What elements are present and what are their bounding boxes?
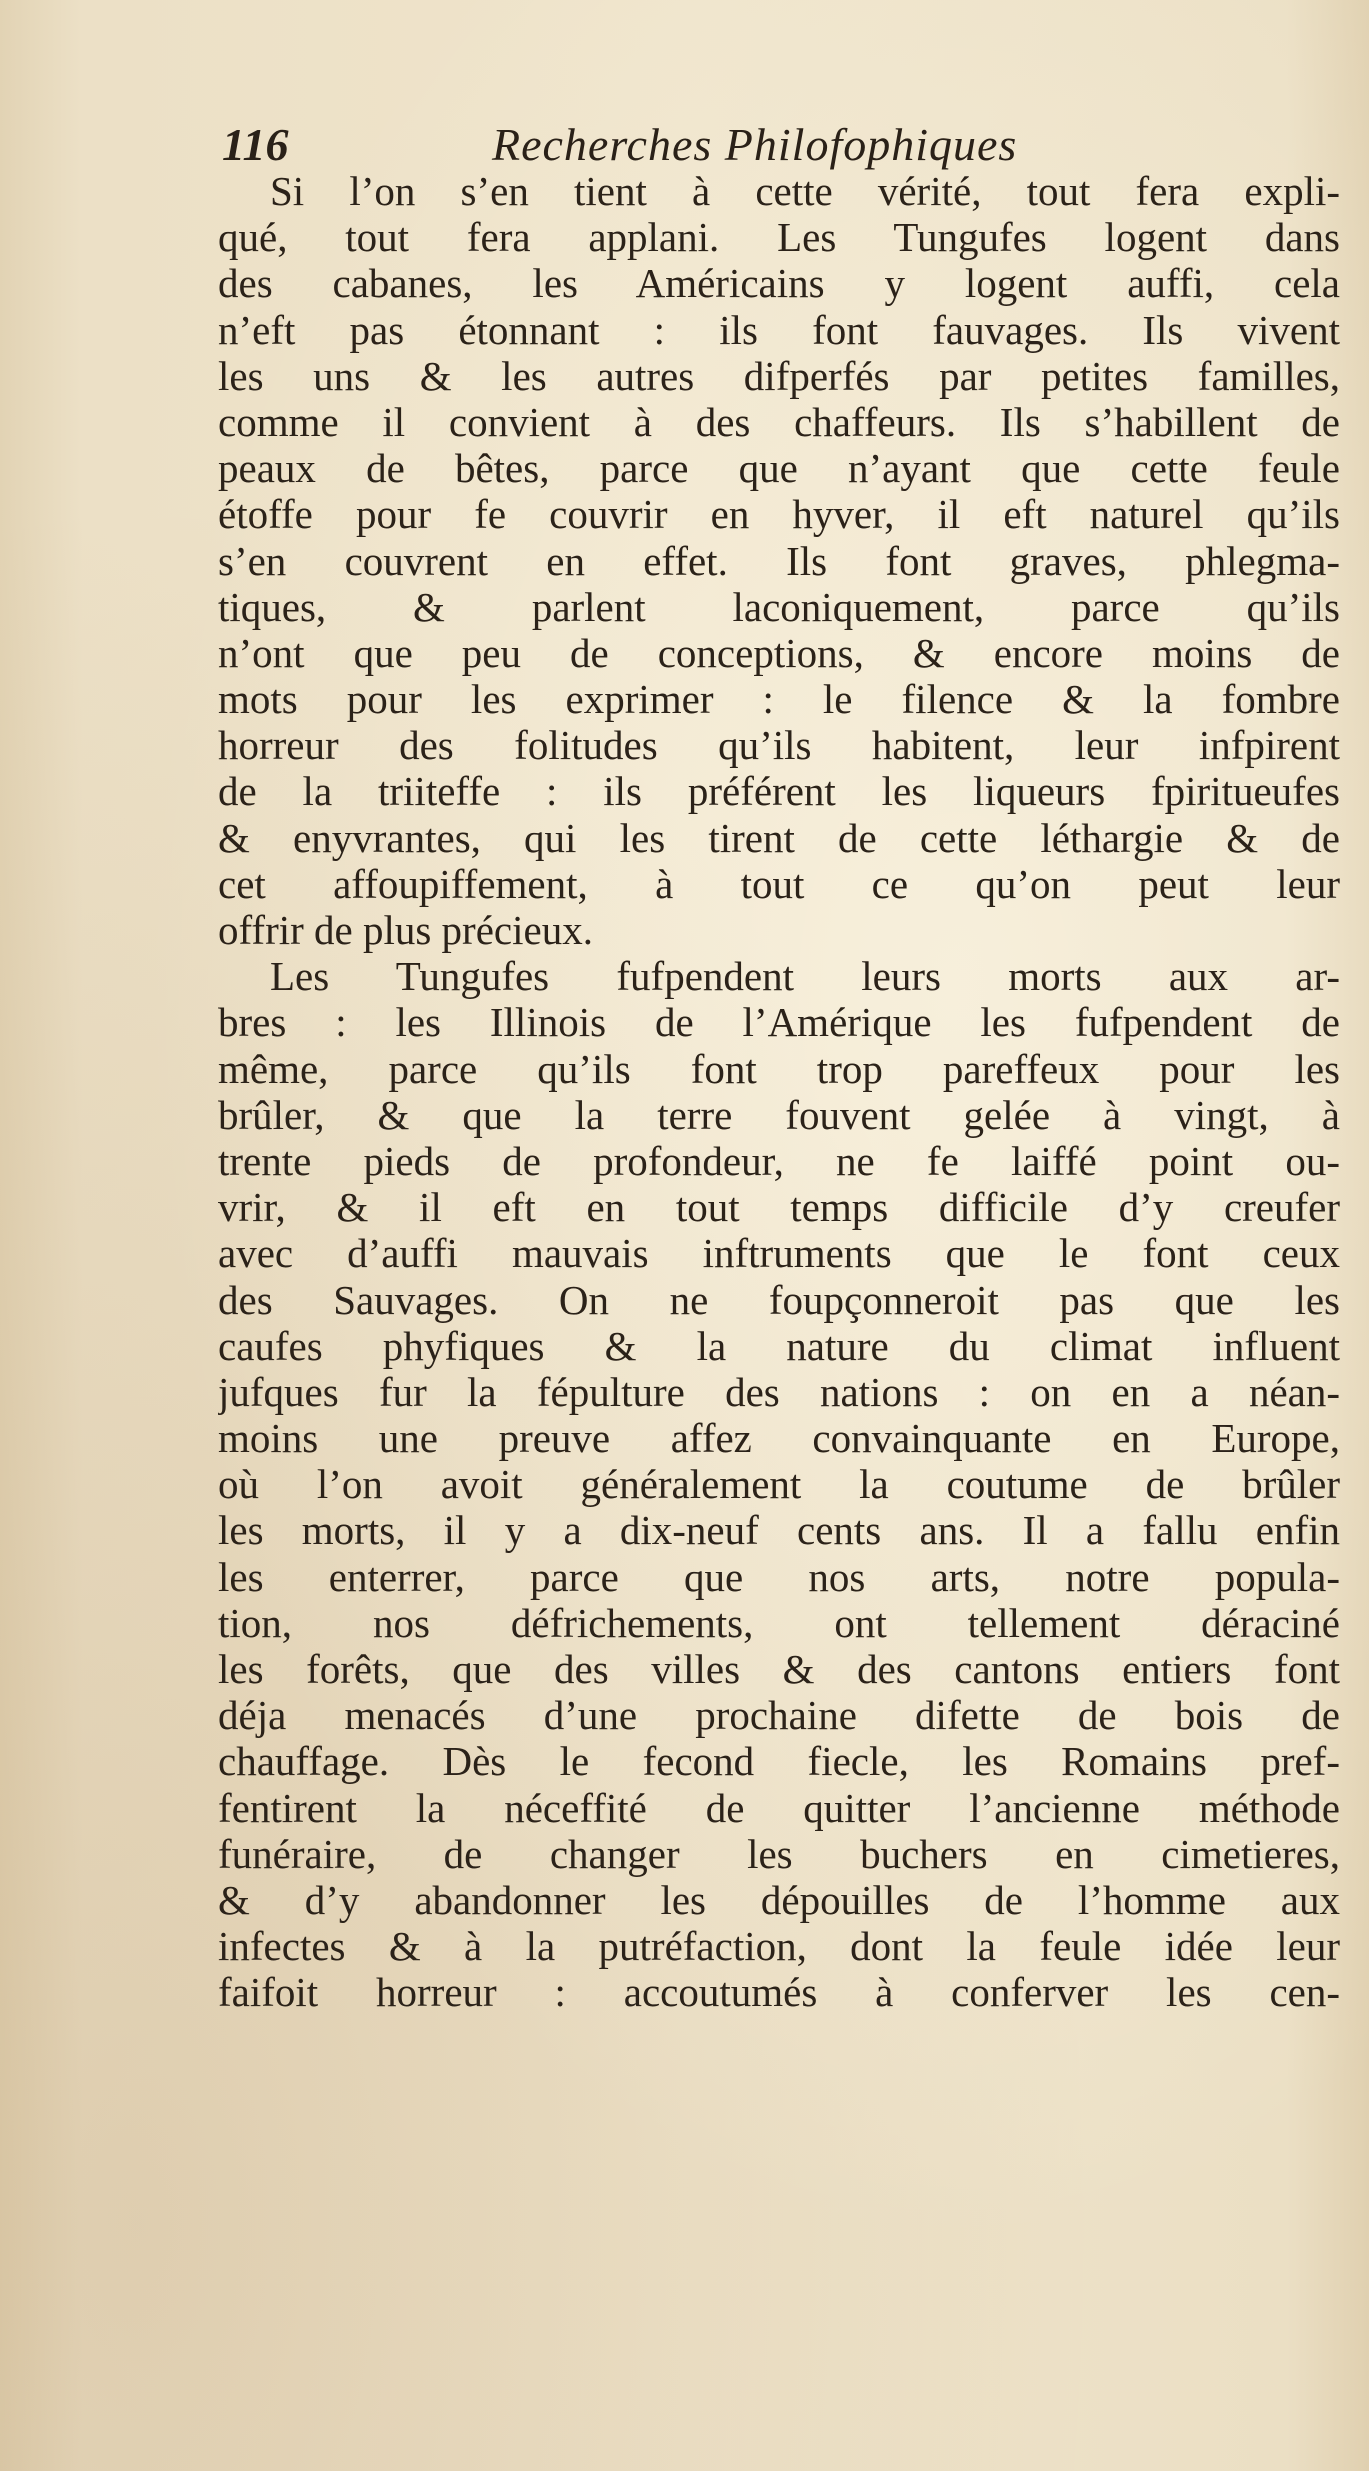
text-line: comme il convient à des chaffeurs. Ils s’habillent de	[218, 398, 1340, 445]
text-line: faifoit horreur : accoutumés à conferver les cen-	[218, 1969, 1340, 2016]
text-line: chauffage. Dès le fecond fiecle, les Romains pref-	[218, 1738, 1340, 1785]
text-line: des cabanes, les Américains y logent auffi, cela	[218, 260, 1340, 307]
text-line: déja menacés d’une prochaine difette de bois de	[218, 1692, 1340, 1739]
text-line: Les Tungufes fufpendent leurs morts aux ar-	[270, 953, 1340, 1000]
text-line: les forêts, que des villes & des cantons entiers font	[218, 1646, 1340, 1692]
paragraph	[218, 953, 1340, 2015]
text-line: n’eft pas étonnant : ils font fauvages. Ils vivent	[218, 306, 1340, 353]
text-line: les enterrer, parce que nos arts, notre popula-	[218, 1553, 1340, 1600]
text-line: peaux de bêtes, parce que n’ayant que cette feule	[218, 445, 1340, 492]
text-line: cet affoupiffement, à tout ce qu’on peut leur	[218, 860, 1340, 907]
text-line: des Sauvages. On ne foupçonneroit pas que les	[218, 1276, 1340, 1323]
text-line: jufques fur la fépulture des nations : on en a néan-	[218, 1368, 1340, 1415]
text-line: où l’on avoit généralement la coutume de brûler	[218, 1461, 1340, 1508]
text-line: & enyvrantes, qui les tirent de cette léthargie & de	[218, 814, 1340, 861]
text-line: même, parce qu’ils font trop pareffeux pour les	[218, 1045, 1340, 1092]
text-line: moins une preuve affez convainquante en Europe,	[218, 1415, 1340, 1462]
text-line: mots pour les exprimer : le filence & la fombre	[218, 676, 1340, 723]
text-line: de la triiteffe : ils préférent les liqueurs fpiritueufes	[218, 768, 1340, 815]
page-number: 116	[222, 119, 289, 170]
text-line: les morts, il y a dix-neuf cents ans. Il a fallu enfin	[218, 1507, 1340, 1554]
text-line: infectes & à la putréfaction, dont la feule idée leur	[218, 1923, 1340, 1970]
text-line: tion, nos défrichements, ont tellement déraciné	[218, 1599, 1340, 1646]
text-line: s’en couvrent en effet. Ils font graves, phlegma-	[218, 537, 1340, 584]
text-line: bres : les Illinois de l’Amérique les fufpendent de	[218, 999, 1340, 1046]
text-line: horreur des folitudes qu’ils habitent, leur infpirent	[218, 722, 1340, 769]
text-line: brûler, & que la terre fouvent gelée à vingt, à	[218, 1091, 1340, 1138]
text-line: avec d’auffi mauvais inftruments que le font ceux	[218, 1230, 1340, 1277]
paragraph	[218, 168, 1340, 953]
text-line: offrir de plus précieux.	[218, 907, 593, 953]
text-line: n’ont que peu de conceptions, & encore moins de	[218, 629, 1340, 676]
text-line: & d’y abandonner les dépouilles de l’homme aux	[218, 1876, 1340, 1923]
text-line: qué, tout fera applani. Les Tungufes logent dans	[218, 214, 1340, 261]
text-line: caufes phyfiques & la nature du climat influent	[218, 1322, 1340, 1369]
body-text	[218, 168, 1340, 2016]
text-line: vrir, & il eft en tout temps difficile d’y creufer	[218, 1184, 1340, 1231]
text-line: tiques, & parlent laconiquement, parce qu’ils	[218, 583, 1340, 630]
text-line: Si l’on s’en tient à cette vérité, tout fera expli-	[270, 168, 1340, 214]
text-line: fentirent la néceffité de quitter l’ancienne méthode	[218, 1784, 1340, 1831]
text-line: étoffe pour fe couvrir en hyver, il eft naturel qu’ils	[218, 491, 1340, 538]
text-line: les uns & les autres difperfés par petites familles,	[218, 352, 1340, 399]
text-line: trente pieds de profondeur, ne fe laiffé point ou-	[218, 1137, 1340, 1184]
running-title: Recherches Philofophiques	[492, 119, 1018, 170]
text-line: funéraire, de changer les buchers en cimetieres,	[218, 1830, 1340, 1877]
